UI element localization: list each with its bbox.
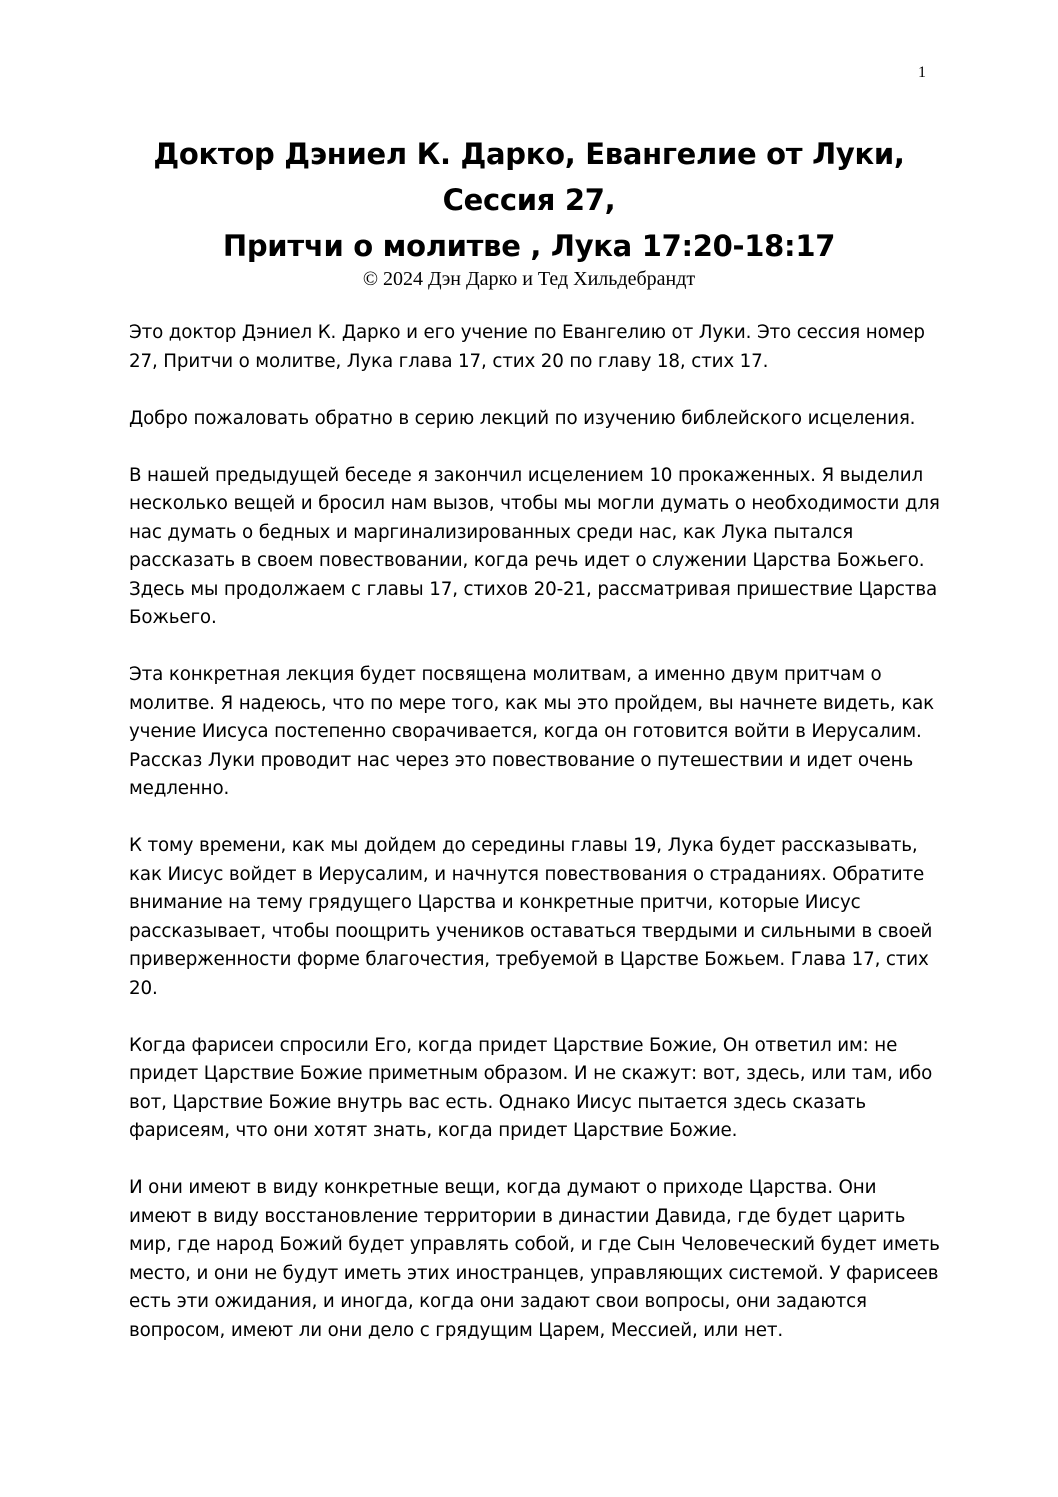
paragraph: Когда фарисеи спросили Его, когда придет Царствие Божие, Он ответил им: не придет Царствие Божие приметным образом. И не скажут: вот, здесь, или там, ибо вот, Царствие Божие внутрь вас есть. Однако Иисус пытается здесь сказать фарисеям, что они хотят знать, когда придет Царствие Божие. [129, 1034, 933, 1141]
paragraph: В нашей предыдущей беседе я закончил исцелением 10 прокаженных. Я выделил несколько вещей и бросил нам вызов, чтобы мы могли думать о необходимости для нас думать о бедных и маргинализированных среди нас, как Лука пытался рассказать в своем повествовании, когда речь идет о служении Царства Божьего. Здесь мы продолжаем с главы 17, стихов 20-21, рассматривая пришествие Царства Божьего. [129, 464, 940, 628]
paragraph: И они имеют в виду конкретные вещи, когда думают о приходе Царства. Они имеют в виду восстановление территории в династии Давида, где будет царить мир, где народ Божий будет управлять собой, и где Сын Человеческий будет иметь место, и они не будут иметь этих иностранцев, управляющих системой. У фарисеев есть эти ожидания, и иногда, когда они задают свои вопросы, они задаются вопросом, имеют ли они дело с грядущим Царем, Мессией, или нет. [129, 1177, 940, 1341]
title-block [0, 131, 1058, 291]
paragraph: Эта конкретная лекция будет посвящена молитвам, а именно двум притчам о молитве. Я надеюсь, что по мере того, как мы это пройдем, вы начнете видеть, как учение Иисуса постепенно сворачивается, когда он готовится войти в Иерусалим. Рассказ Луки проводит нас через это повествование о путешествии и идет очень медленно. [129, 664, 935, 799]
title-line-2: Сессия 27, [442, 183, 616, 217]
title-line-3: Притчи о молитве , Лука 17:20-18:17 [222, 229, 836, 263]
title-line-1: Доктор Дэниел К. Дарко, Евангелие от Луки, [153, 137, 905, 171]
body-text [129, 319, 944, 1374]
paragraph: К тому времени, как мы дойдем до середины главы 19, Лука будет рассказывать, как Иисус войдет в Иерусалим, и начнутся повествования о страданиях. Обратите внимание на тему грядущего Царства и конкретные притчи, которые Иисус рассказывает, чтобы поощрить учеников оставаться твердыми и сильными в своей приверженности форме благочестия, требуемой в Царстве Божьем. Глава 17, стих 20. [129, 835, 933, 999]
page-number: 1 [918, 64, 926, 81]
paragraph: Добро пожаловать обратно в серию лекций по изучению библейского исцеления. [129, 407, 916, 429]
paragraph: Это доктор Дэниел К. Дарко и его учение по Евангелию от Луки. Это сессия номер 27, Притчи о молитве, Лука глава 17, стих 20 по главу 18, стих 17. [129, 322, 925, 372]
copyright-notice: © 2024 Дэн Дарко и Тед Хильдебрандт [362, 268, 696, 290]
